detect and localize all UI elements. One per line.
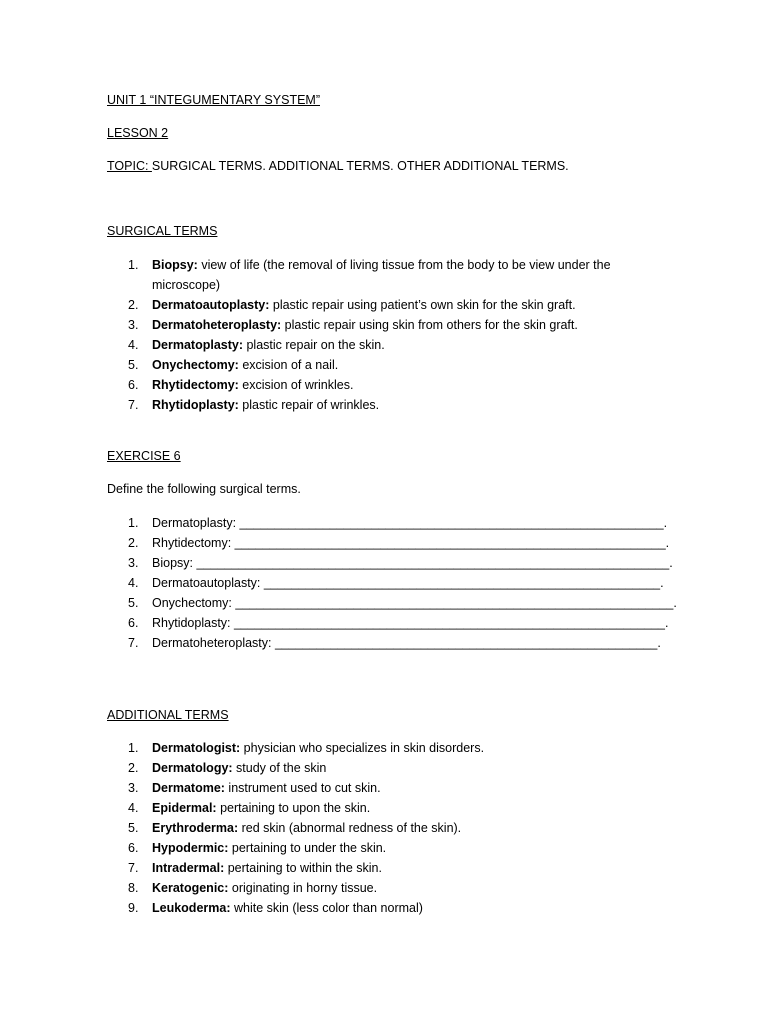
exercise-list (107, 513, 707, 653)
definition: pertaining to upon the skin. (216, 801, 371, 815)
term: Epidermal: (152, 801, 217, 815)
item-number: 7. (128, 398, 139, 412)
topic-label: TOPIC: (107, 159, 152, 173)
list-item (107, 533, 707, 553)
term: Leukoderma: (152, 901, 231, 915)
item-number: 9. (128, 901, 139, 915)
answer-line[interactable]: Rhytidectomy: ______________________________________________________________. (152, 536, 670, 550)
list-item (107, 858, 667, 878)
answer-line[interactable]: Biopsy: ____________________________________________________________________. (152, 556, 673, 570)
list-item (107, 395, 667, 415)
term: Rhytidoplasty: (152, 398, 239, 412)
definition: originating in horny tissue. (228, 881, 378, 895)
term: Dermatome: (152, 781, 225, 795)
list-item (107, 778, 667, 798)
definition: plastic repair using patient’s own skin for the skin graft. (269, 298, 576, 312)
item-number: 1. (128, 516, 139, 530)
term: Dermatologist: (152, 741, 241, 755)
item-number: 6. (128, 841, 139, 855)
list-item (107, 593, 707, 613)
list-item (107, 315, 667, 335)
item-number: 3. (128, 318, 139, 332)
item-number: 6. (128, 616, 139, 630)
term: Rhytidectomy: (152, 378, 239, 392)
exercise-heading: EXERCISE 6 (107, 449, 181, 463)
definition: white skin (less color than normal) (230, 901, 423, 915)
list-item (107, 898, 667, 918)
term: Dermatoheteroplasty: (152, 318, 282, 332)
item-number: 4. (128, 801, 139, 815)
unit-heading: UNIT 1 “INTEGUMENTARY SYSTEM” (107, 93, 320, 107)
surgical-terms-heading: SURGICAL TERMS (107, 224, 218, 238)
definition: pertaining to within the skin. (224, 861, 382, 875)
list-item (107, 738, 667, 758)
answer-line[interactable]: Dermatoheteroplasty: _______________________________________________________. (152, 636, 661, 650)
topic-text: SURGICAL TERMS. ADDITIONAL TERMS. OTHER ADDITIONAL TERMS. (151, 159, 569, 173)
item-number: 3. (128, 781, 139, 795)
term: Dermatology: (152, 761, 233, 775)
definition: red skin (abnormal redness of the skin). (238, 821, 462, 835)
term: Biopsy: (152, 258, 198, 272)
item-number: 4. (128, 338, 139, 352)
definition: plastic repair of wrinkles. (238, 398, 380, 412)
list-item (107, 255, 667, 295)
item-number: 5. (128, 821, 139, 835)
item-number: 3. (128, 556, 139, 570)
term: Keratogenic: (152, 881, 229, 895)
additional-terms-list (107, 738, 667, 918)
term: Erythroderma: (152, 821, 239, 835)
list-item (107, 355, 667, 375)
additional-terms-heading: ADDITIONAL TERMS (107, 708, 229, 722)
item-number: 2. (128, 536, 139, 550)
item-number: 2. (128, 761, 139, 775)
answer-line[interactable]: Onychectomy: _______________________________________________________________. (152, 596, 677, 610)
list-item (107, 798, 667, 818)
item-number: 4. (128, 576, 139, 590)
item-number: 5. (128, 596, 139, 610)
item-number: 7. (128, 636, 139, 650)
item-number: 6. (128, 378, 139, 392)
list-item (107, 553, 707, 573)
list-item (107, 633, 707, 653)
lesson-heading: LESSON 2 (107, 126, 169, 140)
list-item (107, 375, 667, 395)
list-item (107, 513, 707, 533)
answer-line[interactable]: Dermatoplasty: _____________________________________________________________. (152, 516, 668, 530)
item-number: 5. (128, 358, 139, 372)
term: Intradermal: (152, 861, 225, 875)
definition: instrument used to cut skin. (224, 781, 381, 795)
list-item (107, 838, 667, 858)
surgical-terms-list (107, 255, 667, 415)
answer-line[interactable]: Rhytidoplasty: ______________________________________________________________. (152, 616, 669, 630)
list-item (107, 758, 667, 778)
definition: plastic repair using skin from others for the skin graft. (281, 318, 578, 332)
answer-line[interactable]: Dermatoautoplasty: _________________________________________________________. (152, 576, 664, 590)
exercise-instruction: Define the following surgical terms. (107, 482, 301, 496)
item-number: 8. (128, 881, 139, 895)
item-number: 1. (128, 258, 139, 272)
list-item (107, 878, 667, 898)
term: Dermatoplasty: (152, 338, 243, 352)
list-item (107, 613, 707, 633)
term: Onychectomy: (152, 358, 239, 372)
definition: view of life (the removal of living tissue from the body to be view under the microscope) (152, 258, 611, 292)
item-number: 1. (128, 741, 139, 755)
item-number: 7. (128, 861, 139, 875)
definition: excision of a nail. (238, 358, 339, 372)
list-item (107, 818, 667, 838)
definition: pertaining to under the skin. (228, 841, 387, 855)
term: Dermatoautoplasty: (152, 298, 270, 312)
topic-line (107, 159, 569, 173)
definition: study of the skin (232, 761, 327, 775)
term: Hypodermic: (152, 841, 229, 855)
definition: excision of wrinkles. (238, 378, 354, 392)
definition: physician who specializes in skin disorders. (240, 741, 485, 755)
list-item (107, 335, 667, 355)
item-number: 2. (128, 298, 139, 312)
list-item (107, 295, 667, 315)
definition: plastic repair on the skin. (243, 338, 385, 352)
list-item (107, 573, 707, 593)
